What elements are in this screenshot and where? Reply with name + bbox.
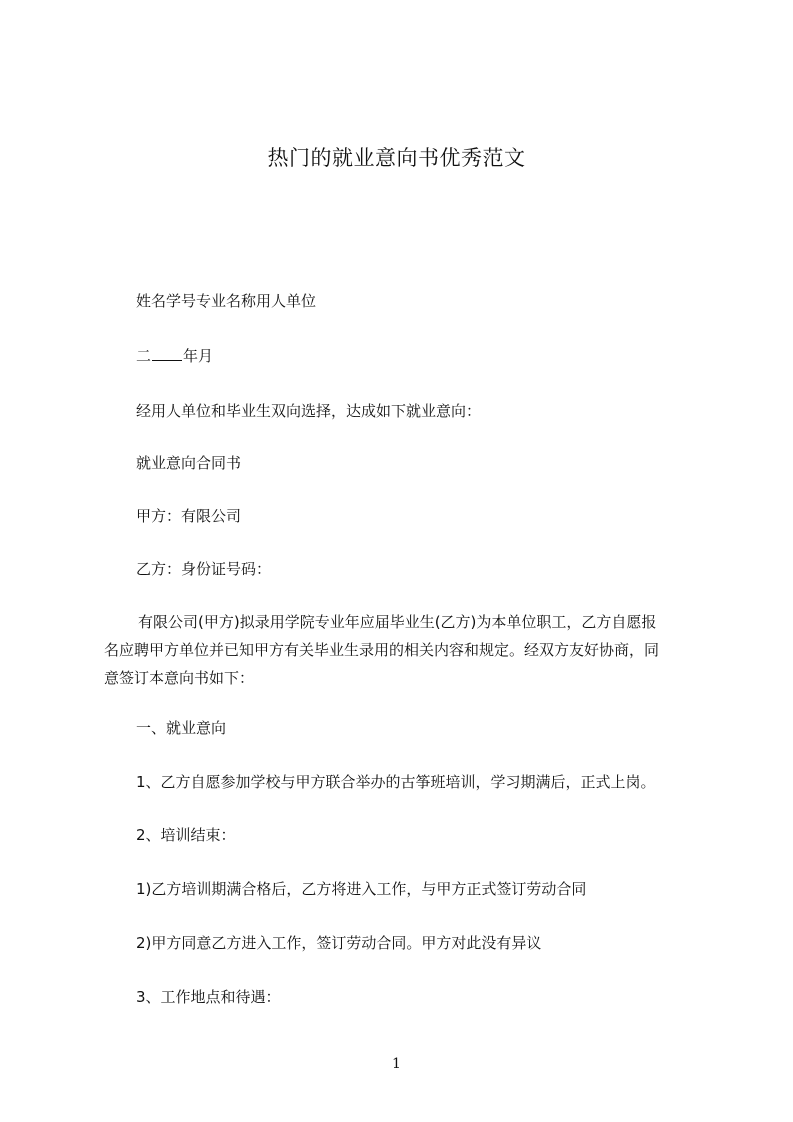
contract-title-line: 就业意向合同书 (136, 454, 242, 472)
date-suffix: 年月 (183, 347, 214, 365)
name-fields-line: 姓名学号专业名称用人单位 (136, 292, 317, 310)
paragraph-line-3: 意签订本意向书如下： (104, 669, 255, 687)
item-1: 1、乙方自愿参加学校与甲方联合举办的古筝班培训，学习期满后，正式上岗。 (136, 773, 656, 791)
paragraph-line-2: 名应聘甲方单位并已知甲方有关毕业生录用的相关内容和规定。经双方友好协商，同 (104, 641, 660, 659)
paragraph-line-1: 有限公司(甲方)拟录用学院专业年应届毕业生(乙方)为本单位职工，乙方自愿报 (138, 613, 657, 631)
item-3: 3、工作地点和待遇： (136, 988, 281, 1006)
agreement-paragraph (104, 608, 699, 692)
intro-line: 经用人单位和毕业生双向选择，达成如下就业意向： (136, 402, 482, 420)
section-1-heading: 一、就业意向 (136, 719, 227, 737)
document-title: 热门的就业意向书优秀范文 (267, 146, 526, 170)
date-line (136, 345, 213, 366)
page-number: 1 (392, 1056, 401, 1072)
item-2: 2、培训结束： (136, 826, 236, 844)
item-2-2: 2)甲方同意乙方进入工作，签订劳动合同。甲方对此没有异议 (136, 934, 542, 952)
party-a-line: 甲方：有限公司 (136, 507, 242, 525)
date-prefix: 二 (136, 347, 152, 365)
party-b-line: 乙方：身份证号码： (136, 560, 272, 578)
date-blank-underline (152, 346, 182, 361)
item-2-1: 1)乙方培训期满合格后，乙方将进入工作，与甲方正式签订劳动合同 (136, 880, 587, 898)
